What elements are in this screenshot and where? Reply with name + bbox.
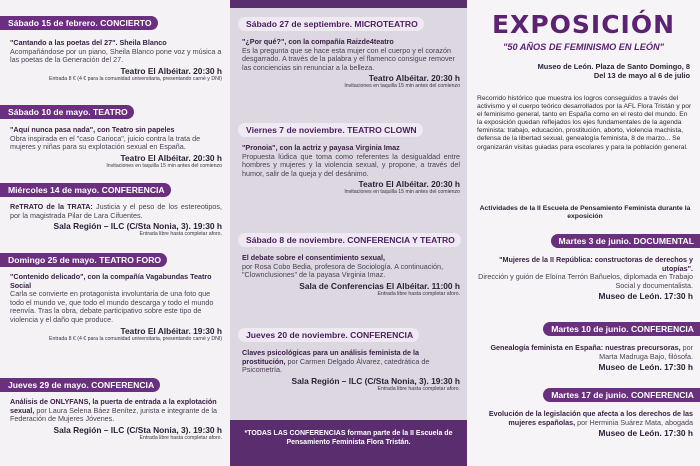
event-header: Jueves 20 de noviembre. CONFERENCIA xyxy=(238,328,419,342)
event-header: Martes 17 de junio. CONFERENCIA xyxy=(543,388,700,402)
event-block xyxy=(242,349,460,392)
event-venue: Sala Región – ILC (C/Sta Nonia, 3). 19:30 h xyxy=(291,375,460,386)
event-note: Invitaciones en taquilla 15 min antes del comienzo xyxy=(344,83,460,90)
event-block xyxy=(242,38,460,89)
exhibition-intro: Recorrido histórico que muestra los logros conseguidos a través del activismo y el cuerpo teórico desarrollados por la AFL Flora Tristán y por el feminismo general, tanto en España como en el resto del mundo. En la exposición quedan reflejados los ejes fundamentales de la agenda feminista: trabajo, educación, prostitución, aborto, violencia machista, defensa de la libertad sexual, genealogía feminista, 8 de marzo... Se organizarán visitas guiadas para escolares y para la población general. xyxy=(477,95,692,151)
event-block xyxy=(10,126,222,169)
event-block xyxy=(477,256,693,301)
event-note: Invitaciones en taquilla 15 min antes del comienzo xyxy=(344,189,460,196)
event-description: por Marta Madruga Bajo, filósofa. xyxy=(599,343,693,361)
footer-note xyxy=(230,420,467,466)
event-text xyxy=(477,410,693,427)
event-title: "Cantando a las poetas del 27". Sheila Blanco xyxy=(10,38,167,47)
left-panel xyxy=(0,0,230,466)
activities-heading: Actividades de la II Escuela de Pensamiento Feminista durante la exposición xyxy=(479,205,691,221)
event-text xyxy=(477,344,693,361)
event-venue: Teatro El Albéitar. 20:30 h xyxy=(120,152,222,163)
event-title: El debate sobre el consentimiento sexual, xyxy=(242,253,385,262)
event-block xyxy=(10,39,222,82)
event-description: por Rosa Cobo Bedia, profesora de Sociología. A continuación, "Clownclusiones" de la payasa Virginia Imaz. xyxy=(242,261,443,280)
event-note: Entrada 8 € (4 € para la comunidad universitaria, presentando carné y DNI) xyxy=(48,335,222,342)
event-block xyxy=(242,254,460,297)
event-description: por Carmen Delgado Álvarez, catedrática de Psicometría. xyxy=(242,356,430,375)
event-venue: Sala Región – ILC (C/Sta Nonia, 3). 19:30 h xyxy=(53,221,222,232)
event-header: Jueves 29 de mayo. CONFERENCIA xyxy=(0,378,160,392)
event-block xyxy=(477,410,693,438)
exhibition-venue: Museo de León. Plaza de Santo Domingo, 8 xyxy=(537,62,690,71)
event-venue: Sala Región – ILC (C/Sta Nonia, 3). 19:30 h xyxy=(53,424,222,435)
event-header: Sábado 8 de noviembre. CONFERENCIA Y TEATRO xyxy=(238,233,461,247)
event-header: Miércoles 14 de mayo. CONFERENCIA xyxy=(0,183,171,197)
event-note: Entrada libre hasta completar aforo. xyxy=(377,385,460,392)
event-note: Invitaciones en taquilla 15 min antes del comienzo xyxy=(106,162,222,169)
event-header: Domingo 25 de mayo. TEATRO FORO xyxy=(0,253,167,267)
event-venue: Museo de León. 17:30 h xyxy=(598,291,693,302)
event-venue: Teatro El Albéitar. 19:30 h xyxy=(120,325,222,336)
event-description: por Laura Selena Báez Benítez, jurista e integrante de la Federación de Mujeres Jóvenes. xyxy=(10,405,217,424)
middle-panel xyxy=(230,0,467,466)
event-block xyxy=(242,144,460,195)
event-venue: Museo de León. 17:30 h xyxy=(598,428,693,439)
event-title: ReTRATO de la TRATA: xyxy=(10,202,93,211)
event-title: "Aquí nunca pasa nada", con Teatro sin papeles xyxy=(10,125,175,134)
event-title: Análisis de ONLYFANS, la puerta de entrada a la explotación sexual, xyxy=(10,397,217,415)
event-text xyxy=(10,398,222,424)
exhibition-subtitle: "50 AÑOS DE FEMINISMO EN LEÓN" xyxy=(502,42,664,52)
event-venue: Teatro El Albéitar. 20:30 h xyxy=(358,179,460,190)
event-venue: Teatro Albéitar. 20:30 h xyxy=(368,73,460,84)
event-title: Claves psicológicas para un análisis feminista de la prostitución, xyxy=(242,348,419,366)
event-text xyxy=(242,349,460,375)
event-venue: Museo de León. 17:30 h xyxy=(598,362,693,373)
event-header: Viernes 7 de noviembre. TEATRO CLOWN xyxy=(238,123,423,137)
event-description: Es la pregunta que se hace esta mujer con el cuerpo y el corazón desgarrado. A través de la palabra y el flamenco consigue remover las conciencias sin renunciar a la belleza. xyxy=(242,45,455,72)
event-note: Entrada libre hasta completar aforo. xyxy=(139,434,222,441)
event-venue: Sala de Conferencias El Albéitar. 11:00 h xyxy=(299,280,460,291)
event-header: Sábado 10 de mayo. TEATRO xyxy=(0,105,134,119)
event-header: Martes 10 de junio. CONFERENCIA xyxy=(543,322,700,336)
event-description: Acompañándose por un piano, Sheila Blanco pone voz y música a las poetas de la Generación del 27. xyxy=(10,46,222,65)
event-note: Entrada 8 € (4 € para la comunidad universitaria, presentando carné y DNI) xyxy=(48,75,222,82)
event-title: Evolución de la legislación que afecta a los derechos de las mujeres españolas, xyxy=(488,409,693,427)
event-text xyxy=(10,203,222,220)
exhibition-location xyxy=(490,62,690,80)
top-accent-bar xyxy=(230,0,467,8)
event-title: "Pronoia", con la actriz y payasa Virginia Imaz xyxy=(242,143,400,152)
event-title: "Mujeres de la II República: constructoras de derechos y utopías". xyxy=(499,255,693,273)
exhibition-title: EXPOSICIÓN xyxy=(491,10,676,39)
event-block xyxy=(477,344,693,372)
event-description: Propuesta lúdica que toma como referentes la desigualdad entre hombres y mujeres y la violencia sexual, y propone, a través del humor, salir de la queja y del desánimo. xyxy=(242,151,460,178)
event-header: Sábado 27 de septiembre. MICROTEATRO xyxy=(238,17,424,31)
event-title: Genealogía feminista en España: nuestras precursoras, xyxy=(490,343,681,352)
event-header: Sábado 15 de febrero. CONCIERTO xyxy=(0,16,158,30)
event-block xyxy=(10,273,222,342)
event-description: Obra inspirada en el "caso Carioca", juicio contra la trata de mujeres y niñas para su explotación sexual en España. xyxy=(10,133,201,152)
event-description: Justicia y el peso de los estereotipos, por la magistrada Pilar de Lara Cifuentes. xyxy=(10,202,223,220)
event-block xyxy=(10,203,222,237)
event-description: por Herminia Suárez Mata, abogada xyxy=(577,417,693,427)
exhibition-dates: Del 13 de mayo al 6 de julio xyxy=(593,71,690,80)
event-note: Entrada libre hasta completar aforo. xyxy=(139,231,222,238)
event-description: Carla se convierte en protagonista involuntaria de una foto que todo el mundo ve, que todo el mundo descarga y todo el mundo reenvía. Tras la obra, debate participativo sobre este tipo de violencia y el daño que produce. xyxy=(10,289,214,324)
event-title: "Contenido delicado", con la compañía Vagabundas Teatro Social xyxy=(10,272,212,290)
right-panel xyxy=(467,0,700,466)
event-note: Entrada libre hasta completar aforo. xyxy=(377,290,460,297)
event-header: Martes 3 de junio. DOCUMENTAL xyxy=(551,234,700,248)
event-description: Dirección y guión de Eloína Terrón Bañuelos, diplomada en Trabajo Social y documentalista. xyxy=(478,272,693,290)
event-title: "¿Por qué?", con la compañía Raizde4teatro xyxy=(242,37,394,46)
event-block xyxy=(10,398,222,441)
event-venue: Teatro El Albéitar. 20:30 h xyxy=(120,65,222,76)
footer-text: *TODAS LAS CONFERENCIAS forman parte de la II Escuela de Pensamiento Feminista Flora Tristán. xyxy=(244,430,453,446)
